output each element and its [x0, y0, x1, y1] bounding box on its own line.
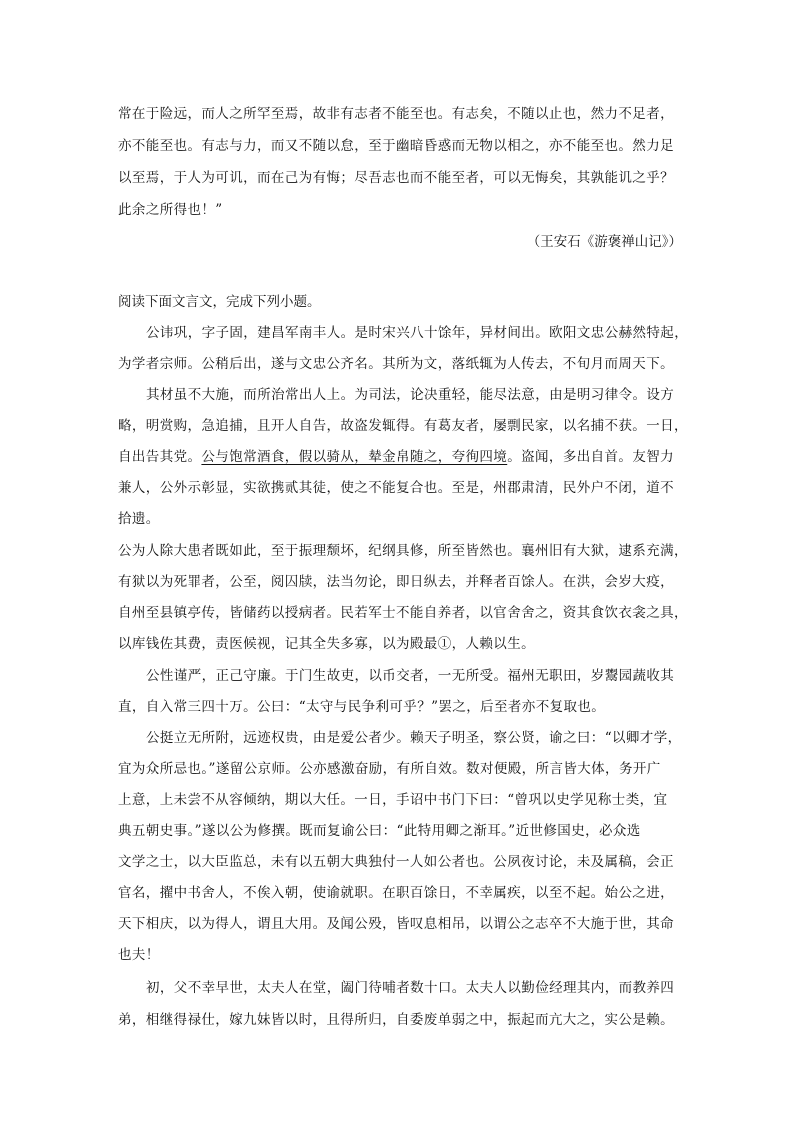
- p3-line-2: 有狱以为死罪者，公至，阅囚牍，法当勿论，即日纵去，并释者百馀人。在洪，会岁大疫，: [118, 574, 674, 590]
- question-instruction: 阅读下面文言文，完成下列小题。: [118, 294, 321, 310]
- p5-line-1: 公挺立无所附，远迹权贵，由是爱公者少。赖天子明圣，察公贤，谕之曰：“以卿才学，: [146, 730, 682, 746]
- p5-line-8: 也夫！: [118, 947, 160, 963]
- p4-line-1: 公性谨严，正己守廉。于门生故吏，以币交者，一无所受。福州无职田，岁鬻园蔬收其: [146, 668, 675, 684]
- p2-line-1: 其材虽不大施，而所治常出人上。为司法，论决重轻，能尽法意，由是明习律令。设方: [146, 387, 675, 403]
- p6-line-1: 初，父不幸早世，太夫人在堂，阖门待哺者数十口。太夫人以勤俭经理其内，而教养四: [146, 980, 675, 996]
- underlined-sentence: 公与饱常酒食，假以骑从，辇金帛随之，夸徇四境: [201, 449, 508, 465]
- p6-line-2: 弟，相继得禄仕，嫁九妹皆以时，且得所归，自委废单弱之中，振起而亢大之，实公是赖。: [118, 1012, 674, 1028]
- passage1-line-3: 以至焉，于人为可讥，而在己为有悔；尽吾志也而不能至者，可以无悔矣，其孰能讥之乎？: [118, 170, 674, 186]
- p3-line-4: 以库钱佐其费，责医候视，记其全失多寡，以为殿最①，人赖以生。: [118, 636, 535, 652]
- p2-line-5: 拾遗。: [118, 511, 160, 527]
- p5-line-7: 天下相庆，以为得人，谓且大用。及闻公殁，皆叹息相吊，以谓公之志卒不大施于世，其命: [118, 916, 674, 932]
- p4-line-2: 直，自入常三四十万。公曰：“太守与民争利可乎？”罢之，后至者亦不复取也。: [118, 699, 606, 715]
- p2-line-3-end: 。盗闻，多出自首。友智力: [507, 449, 675, 465]
- p5-line-6: 官名，擢中书舍人，不俟入朝，使谕就职。在职百馀日，不幸属疾，以至不起。始公之进，: [118, 885, 674, 901]
- p5-line-4: 典五朝史事。”遂以公为修撰。既而复谕公曰：“此特用卿之渐耳。”近世修国史，必众选: [118, 823, 641, 839]
- p5-line-3: 上意，上未尝不从容倾纳，期以大任。一日，手诏中书门下曰：“曾巩以史学见称士类，宜: [118, 792, 668, 808]
- p2-line-3: [118, 447, 680, 467]
- p1-line-1: 公讳巩，字子固，建昌军南丰人。是时宋兴八十馀年，异材间出。欧阳文忠公赫然特起，: [146, 325, 689, 341]
- p2-line-4: 兼人，公外示彰显，实欲携贰其徒，使之不能复合也。至是，州郡肃清，民外户不闭，道不: [118, 480, 674, 496]
- passage1-line-4: 此余之所得也！”: [118, 202, 223, 218]
- p3-line-1: 公为人除大患者既如此，至于振理颓坏，纪纲具修，所至皆然也。襄州旧有大狱，逮系充满，: [118, 543, 688, 559]
- p5-line-2: 宜为众所忌也。”遂留公京师。公亦感激奋励，有所自效。数对便殿，所言皆大体，务开广: [118, 761, 661, 777]
- p5-line-5: 文学之士，以大臣监总，未有以五朝大典独付一人如公者也。公夙夜讨论，未及属稿，会正: [118, 854, 674, 870]
- p2-line-3-start: 自出告其党。: [118, 449, 202, 465]
- p3-line-3: 自州至县镇亭传，皆储药以授病者。民若军士不能自养者，以官舍舍之，资其食饮衣衾之具，: [118, 605, 688, 621]
- p1-line-2: 为学者宗师。公稍后出，遂与文忠公齐名。其所为文，落纸辄为人传去，不旬月而周天下。: [118, 356, 674, 372]
- passage1-source: （王安石《游褒禅山记》）: [526, 234, 682, 250]
- p2-line-2: 略，明赏购，急追捕，且开人自告，故盗发辄得。有葛友者，屡剽民家，以名捕不获。一日，: [118, 418, 688, 434]
- passage1-line-2: 亦不能至也。有志与力，而又不随以怠，至于幽暗昏惑而无物以相之，亦不能至也。然力足: [118, 138, 674, 154]
- passage1-line-1: 常在于险远，而人之所罕至焉，故非有志者不能至也。有志矣，不随以止也，然力不足者，: [118, 106, 674, 122]
